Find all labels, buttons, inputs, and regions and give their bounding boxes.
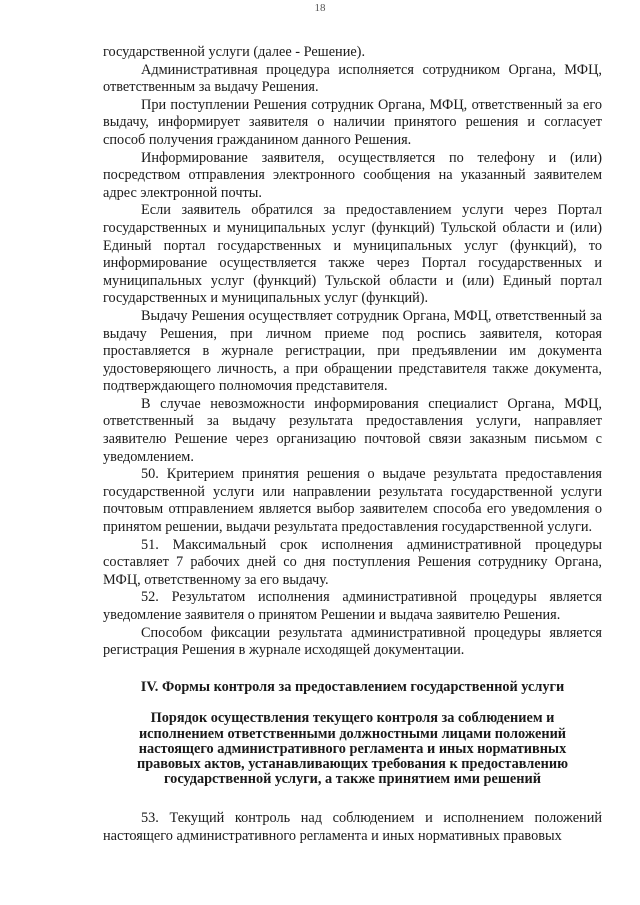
paragraph: Если заявитель обратился за предоставлением услуги через Портал государственных и муниципальных услуг (функций) Тульской области и (или) Единый портал государственных и муниципальных услуг (функций), то информирование осуществляется также через Портал государственных и муниципальных услуг (функций) Тульской области и (или) Единый портал государственных и муниципальных услуг (функций). (103, 202, 602, 307)
paragraph-item-53: 53. Текущий контроль над соблюдением и исполнением положений настоящего административного регламента и иных нормативных правовых (103, 810, 602, 844)
paragraph: При поступлении Решения сотрудник Органа, МФЦ, ответственный за его выдачу, информирует заявителя о наличии принятого решения и согласует способ получения гражданином данного Решения. (103, 96, 602, 148)
paragraph: Способом фиксации результата административной процедуры является регистрация Решения в журнале исходящей документации. (103, 624, 602, 659)
paragraph-item-50: 50. Критерием принятия решения о выдаче результата предоставления государственной услуги или направлении результата государственной услуги почтовым отправлением является выбор заявителем способа его уведомления о принятом решении, выдачи результата предоставления государственной услуги. (103, 466, 602, 536)
paragraph-item-51: 51. Максимальный срок исполнения административной процедуры составляет 7 рабочих дней со дня поступления Решения сотруднику Органа, МФЦ, ответственному за его выдачу. (103, 536, 602, 588)
paragraph-item-52: 52. Результатом исполнения административной процедуры является уведомление заявителя о принятом Решении и выдача заявителю Решения. (103, 589, 602, 623)
document-body (103, 44, 602, 846)
subsection-heading: Порядок осуществления текущего контроля за соблюдением и исполнением ответственными должностными лицами положений настоящего административного регламента и иных нормативных правовых актов, устанавливающих требования к предоставлению государственной услуги, а также принятием ими решений (136, 710, 569, 788)
paragraph: Выдачу Решения осуществляет сотрудник Органа, МФЦ, ответственный за выдачу Решения, при личном приеме под роспись заявителя, которая проставляется в журнале регистрации, при предъявлении им документа удостоверяющего личность, а при обращении представителя также документа, подтверждающего полномочия представителя. (103, 307, 602, 395)
paragraph: В случае невозможности информирования специалист Органа, МФЦ, ответственный за выдачу результата предоставления услуги, направляет заявителю Решение через организацию почтовой связи заказным письмом с уведомлением. (103, 395, 602, 465)
section-heading: IV. Формы контроля за предоставлением государственной услуги (140, 678, 565, 695)
page-number: 18 (314, 2, 326, 14)
paragraph: государственной услуги (далее - Решение). (103, 44, 366, 60)
paragraph: Информирование заявителя, осуществляется по телефону и (или) посредством отправления электронного сообщения на указанный заявителем адрес электронной почты. (103, 149, 602, 201)
paragraph: Административная процедура исполняется сотрудником Органа, МФЦ, ответственным за выдачу Решения. (103, 61, 602, 96)
